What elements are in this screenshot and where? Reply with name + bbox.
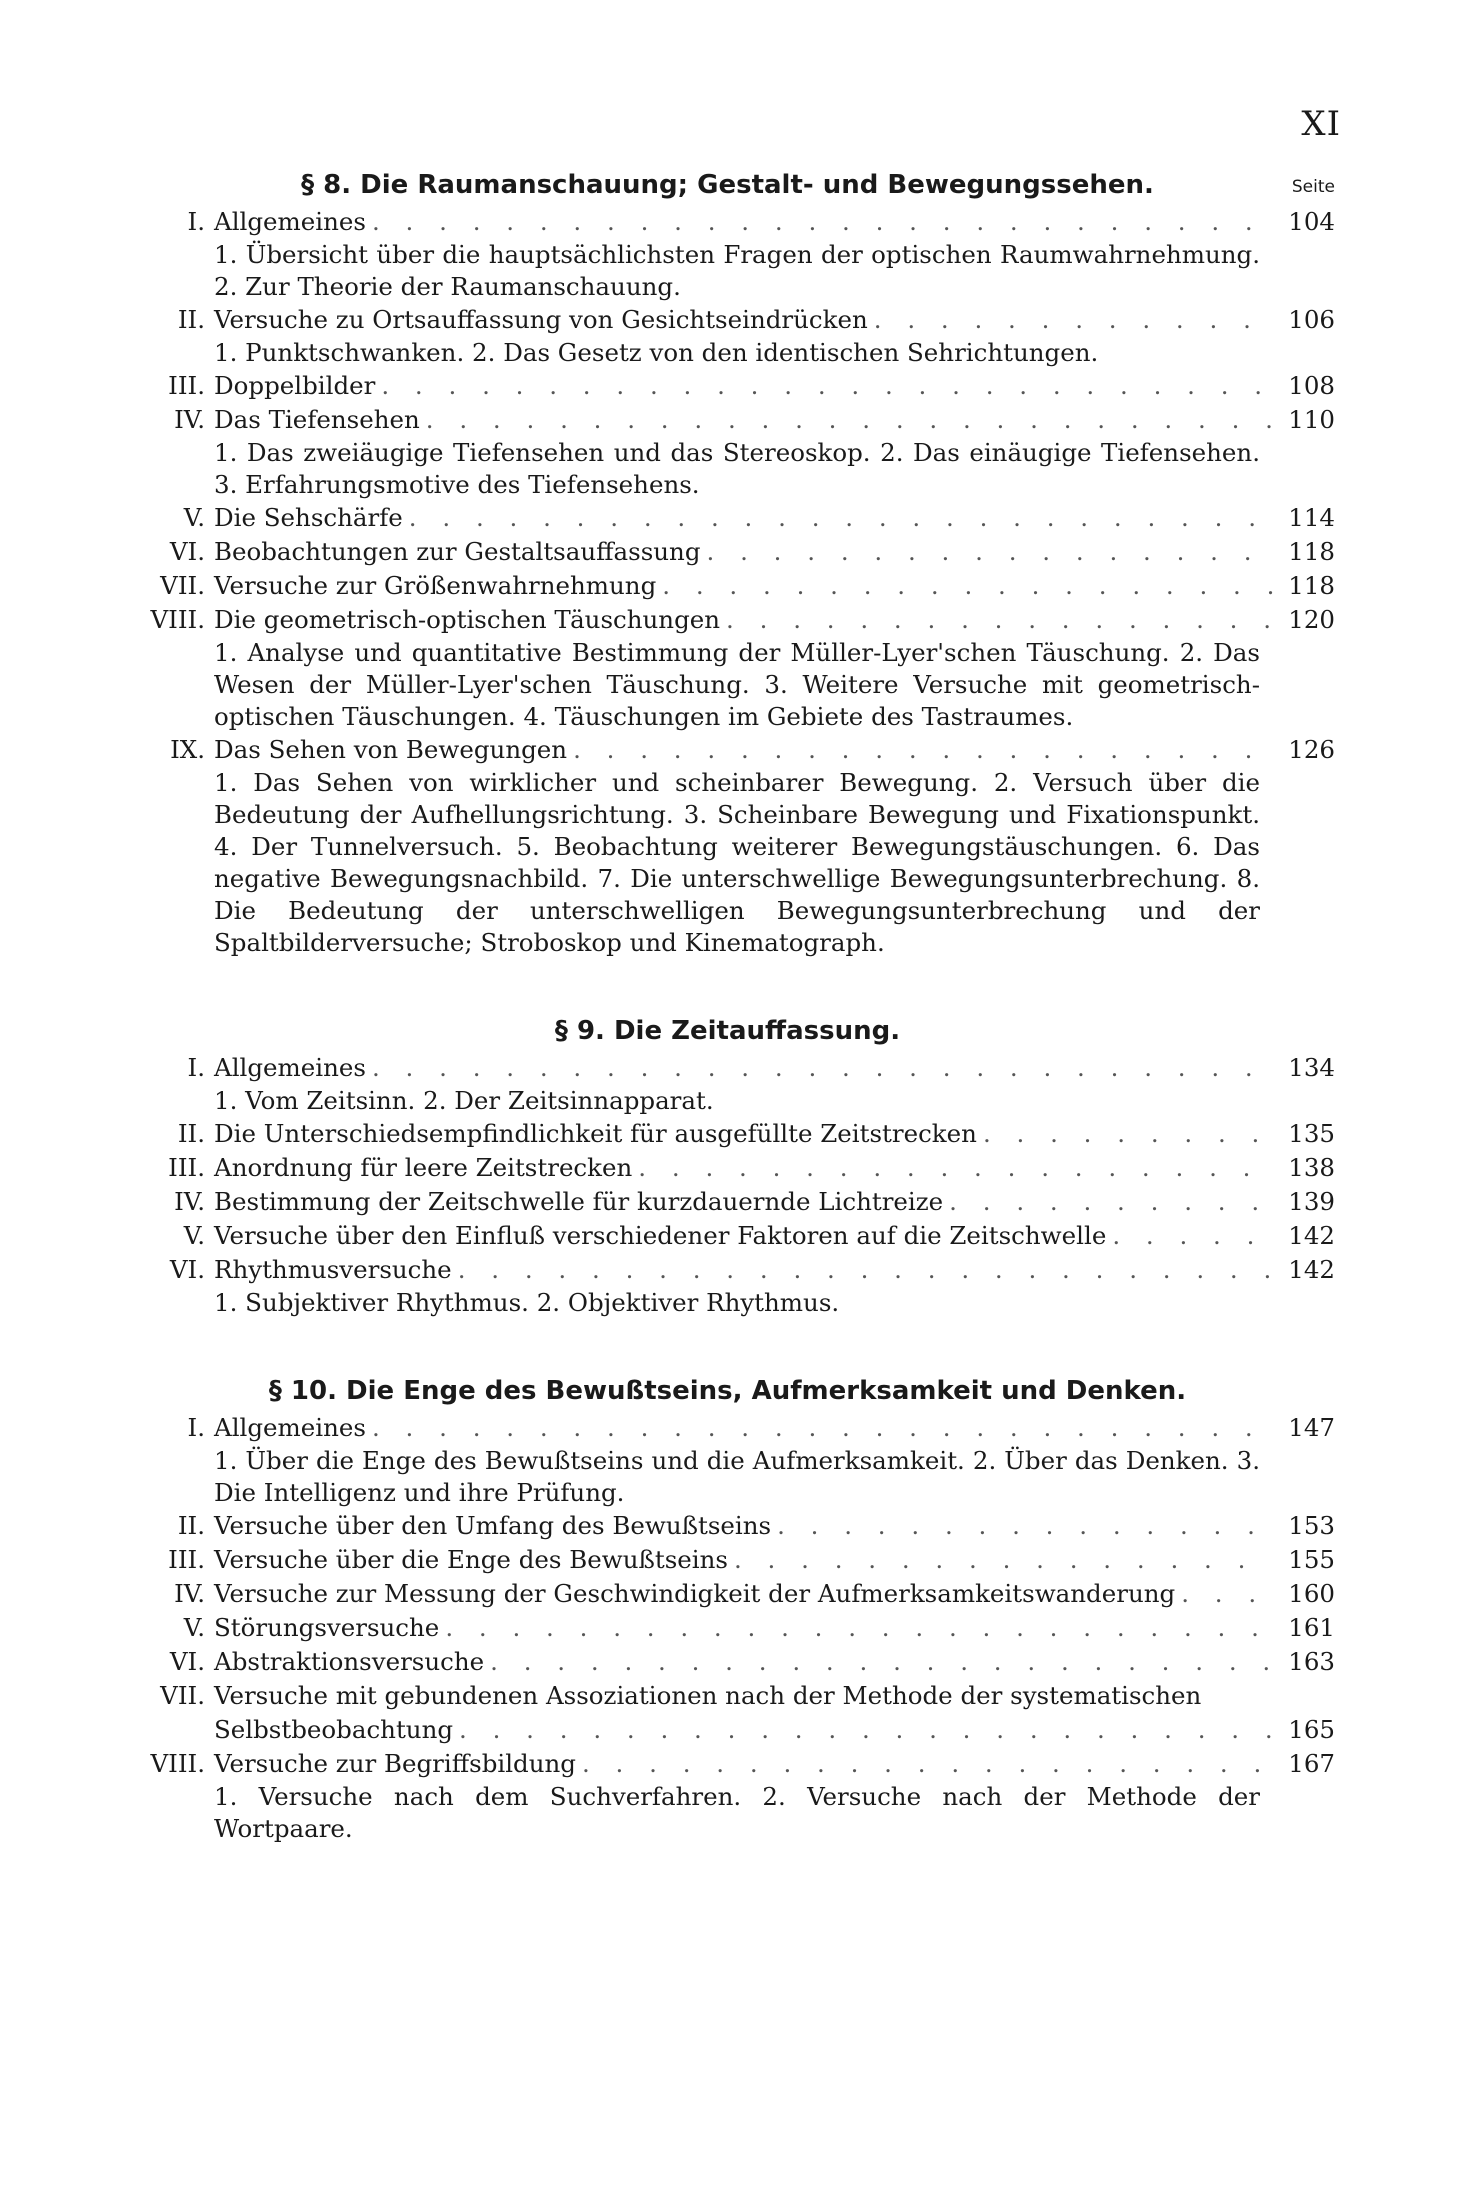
entry-subtopics: 1. Versuche nach dem Suchverfahren. 2. Versuche nach der Methode der Wortpaare. xyxy=(214,1782,1260,1843)
toc-entry xyxy=(120,403,1335,437)
leader-dots xyxy=(662,569,1273,603)
leader-dots xyxy=(707,535,1273,569)
entry-page: 163 xyxy=(1288,1647,1335,1676)
toc-entry xyxy=(120,1747,1335,1781)
entry-number: III. xyxy=(168,371,205,400)
entry-number: IX. xyxy=(170,735,205,764)
entry-title: Bestimmung der Zeitschwelle für kurzdauernde Lichtreize xyxy=(214,1187,944,1216)
entry-page: 167 xyxy=(1288,1749,1335,1778)
entry-number: VI. xyxy=(169,1255,205,1284)
entry-page: 142 xyxy=(1288,1255,1335,1284)
entry-subtopics: 1. Punktschwanken. 2. Das Gesetz von den identischen Sehrichtungen. xyxy=(214,338,1099,367)
entry-number: VIII. xyxy=(150,605,205,634)
entry-number: I. xyxy=(187,1413,205,1442)
toc-entry xyxy=(120,1253,1335,1287)
entry-page: 165 xyxy=(1288,1715,1335,1744)
entry-title: Störungsversuche xyxy=(214,1613,440,1642)
leader-dots xyxy=(573,733,1273,767)
leader-dots xyxy=(638,1151,1273,1185)
entry-subtopics: 1. Analyse und quantitative Bestimmung der Müller-Lyer'schen Täuschung. 2. Das Wesen der Müller-Lyer'schen Täuschung. 3. Weitere Versuche mit geometrisch-optischen Täuschungen. 4. Täuschungen im Gebiete des Tastraumes. xyxy=(214,638,1260,731)
leader-dots xyxy=(372,205,1273,239)
entry-page: 155 xyxy=(1288,1545,1335,1574)
section-title: § 10. Die Enge des Bewußtseins, Aufmerksamkeit und Denken. xyxy=(268,1376,1187,1406)
entry-title: Versuche über den Einfluß verschiedener Faktoren auf die Zeitschwelle xyxy=(214,1221,1107,1250)
entry-page: 110 xyxy=(1288,405,1335,434)
leader-dots xyxy=(459,1713,1273,1747)
toc-entry xyxy=(120,501,1335,535)
entry-subtopics: 1. Das zweiäugige Tiefensehen und das Stereoskop. 2. Das einäugige Tiefensehen. 3. Erfahrungsmotive des Tiefensehens. xyxy=(214,438,1260,499)
entry-subtopics: 1. Vom Zeitsinn. 2. Der Zeitsinnapparat. xyxy=(214,1086,714,1115)
entry-subtopics: 1. Das Sehen von wirklicher und scheinbarer Bewegung. 2. Versuch über die Bedeutung der Aufhellungsrichtung. 3. Scheinbare Bewegung und Fixationspunkt. 4. Der Tunnelversuch. 5. Beobachtung weiterer Bewegungstäuschungen. 6. Das negative Bewegungsnachbild. 7. Die unterschwellige Bewegungsunterbrechung. 8. Die Bedeutung der unterschwelligen Bewegungsunterbrechung und der Spaltbilderversuche; Stroboskop und Kinematograph. xyxy=(214,768,1260,957)
entry-number: II. xyxy=(177,305,205,334)
entry-number: II. xyxy=(177,1511,205,1540)
entry-subtopics: 1. Übersicht über die hauptsächlichsten Fragen der optischen Raumwahrnehmung. 2. Zur Theorie der Raumanschauung. xyxy=(214,240,1260,301)
toc-entry xyxy=(120,369,1335,403)
entry-page: 126 xyxy=(1288,735,1335,764)
section-title: § 9. Die Zeitauffassung. xyxy=(554,1016,901,1046)
page-number: XI xyxy=(1301,104,1341,144)
entry-page: 161 xyxy=(1288,1613,1335,1642)
leader-dots xyxy=(582,1747,1273,1781)
entry-title: Versuche mit gebundenen Assoziationen nach der Methode der systematischen xyxy=(214,1681,1202,1710)
leader-dots xyxy=(1181,1577,1273,1611)
entry-title: Anordnung für leere Zeitstrecken xyxy=(214,1153,633,1182)
leader-dots xyxy=(372,1051,1273,1085)
entry-number: VI. xyxy=(169,1647,205,1676)
section-heading xyxy=(120,1011,1335,1051)
entry-title-continued: Selbstbeobachtung xyxy=(214,1715,454,1744)
leader-dots xyxy=(490,1645,1273,1679)
toc-entry xyxy=(120,1577,1335,1611)
entry-title: Das Tiefensehen xyxy=(214,405,420,434)
entry-number: IV. xyxy=(174,1579,205,1608)
toc-entry xyxy=(120,1509,1335,1543)
entry-title: Allgemeines xyxy=(214,207,366,236)
toc-entry-continued xyxy=(120,1713,1335,1747)
entry-page: 120 xyxy=(1288,605,1335,634)
leader-dots xyxy=(381,369,1273,403)
entry-title: Doppelbilder xyxy=(214,371,376,400)
toc-section xyxy=(120,1011,1335,1319)
entry-page: 138 xyxy=(1288,1153,1335,1182)
toc-section xyxy=(120,165,1335,959)
entry-number: V. xyxy=(183,503,205,532)
entry-title: Das Sehen von Bewegungen xyxy=(214,735,568,764)
toc-entry xyxy=(120,1117,1335,1151)
leader-dots xyxy=(445,1611,1273,1645)
entry-page: 104 xyxy=(1288,207,1335,236)
toc-entry xyxy=(120,535,1335,569)
leader-dots xyxy=(734,1543,1273,1577)
entry-number: V. xyxy=(183,1613,205,1642)
leader-dots xyxy=(874,303,1273,337)
leader-dots xyxy=(777,1509,1273,1543)
entry-number: VIII. xyxy=(150,1749,205,1778)
toc-entry xyxy=(120,1543,1335,1577)
entry-title: Versuche zur Größenwahrnehmung xyxy=(214,571,657,600)
entry-title: Beobachtungen zur Gestaltsauffassung xyxy=(214,537,701,566)
toc-entry xyxy=(120,1411,1335,1445)
leader-dots xyxy=(458,1253,1273,1287)
leader-dots xyxy=(409,501,1273,535)
leader-dots xyxy=(1112,1219,1273,1253)
entry-title: Versuche zur Messung der Geschwindigkeit der Aufmerksamkeitswanderung xyxy=(214,1579,1176,1608)
entry-title: Versuche zur Begriffsbildung xyxy=(214,1749,576,1778)
leader-dots xyxy=(726,603,1273,637)
entry-page: 153 xyxy=(1288,1511,1335,1540)
toc-entry xyxy=(120,569,1335,603)
entry-number: VII. xyxy=(160,571,205,600)
entry-number: V. xyxy=(183,1221,205,1250)
toc-entry xyxy=(120,1645,1335,1679)
entry-number: IV. xyxy=(174,405,205,434)
entry-title: Die Sehschärfe xyxy=(214,503,403,532)
entry-title: Versuche über die Enge des Bewußtseins xyxy=(214,1545,728,1574)
toc-entry xyxy=(120,1219,1335,1253)
leader-dots xyxy=(372,1411,1273,1445)
entry-page: 142 xyxy=(1288,1221,1335,1250)
entry-title: Die Unterschiedsempfindlichkeit für ausgefüllte Zeitstrecken xyxy=(214,1119,977,1148)
toc-entry xyxy=(120,1611,1335,1645)
entry-title: Allgemeines xyxy=(214,1413,366,1442)
toc-entry xyxy=(120,733,1335,767)
toc-entry xyxy=(120,1051,1335,1085)
entry-number: III. xyxy=(168,1153,205,1182)
entry-title: Die geometrisch-optischen Täuschungen xyxy=(214,605,721,634)
entry-number: IV. xyxy=(174,1187,205,1216)
entry-page: 134 xyxy=(1288,1053,1335,1082)
entry-page: 118 xyxy=(1288,571,1335,600)
entry-page: 106 xyxy=(1288,305,1335,334)
leader-dots xyxy=(983,1117,1273,1151)
toc-entry xyxy=(120,1679,1335,1713)
entry-subtopics: 1. Subjektiver Rhythmus. 2. Objektiver Rhythmus. xyxy=(214,1288,840,1317)
entry-number: II. xyxy=(177,1119,205,1148)
entry-number: I. xyxy=(187,1053,205,1082)
leader-dots xyxy=(949,1185,1273,1219)
entry-number: VII. xyxy=(160,1681,205,1710)
seite-label: Seite xyxy=(1291,177,1335,197)
toc-entry xyxy=(120,303,1335,337)
toc-entry xyxy=(120,205,1335,239)
toc-section xyxy=(120,1371,1335,1845)
entry-number: III. xyxy=(168,1545,205,1574)
section-title: § 8. Die Raumanschauung; Gestalt- und Bewegungssehen. xyxy=(301,170,1154,200)
entry-title: Rhythmusversuche xyxy=(214,1255,452,1284)
entry-page: 108 xyxy=(1288,371,1335,400)
entry-page: 147 xyxy=(1288,1413,1335,1442)
entry-title: Versuche über den Umfang des Bewußtseins xyxy=(214,1511,772,1540)
leader-dots xyxy=(426,403,1273,437)
entry-page: 114 xyxy=(1288,503,1335,532)
entry-page: 135 xyxy=(1288,1119,1335,1148)
section-heading xyxy=(120,165,1335,205)
section-heading xyxy=(120,1371,1335,1411)
entry-subtopics: 1. Über die Enge des Bewußtseins und die Aufmerksamkeit. 2. Über das Denken. 3. Die Intelligenz und ihre Prüfung. xyxy=(214,1446,1260,1507)
entry-title: Versuche zu Ortsauffassung von Gesichtseindrücken xyxy=(214,305,868,334)
entry-page: 160 xyxy=(1288,1579,1335,1608)
entry-title: Allgemeines xyxy=(214,1053,366,1082)
toc-entry xyxy=(120,603,1335,637)
toc-entry xyxy=(120,1185,1335,1219)
table-of-contents xyxy=(120,165,1335,1897)
entry-number: VI. xyxy=(169,537,205,566)
entry-page: 118 xyxy=(1288,537,1335,566)
entry-page: 139 xyxy=(1288,1187,1335,1216)
toc-entry xyxy=(120,1151,1335,1185)
entry-title: Abstraktionsversuche xyxy=(214,1647,485,1676)
entry-number: I. xyxy=(187,207,205,236)
